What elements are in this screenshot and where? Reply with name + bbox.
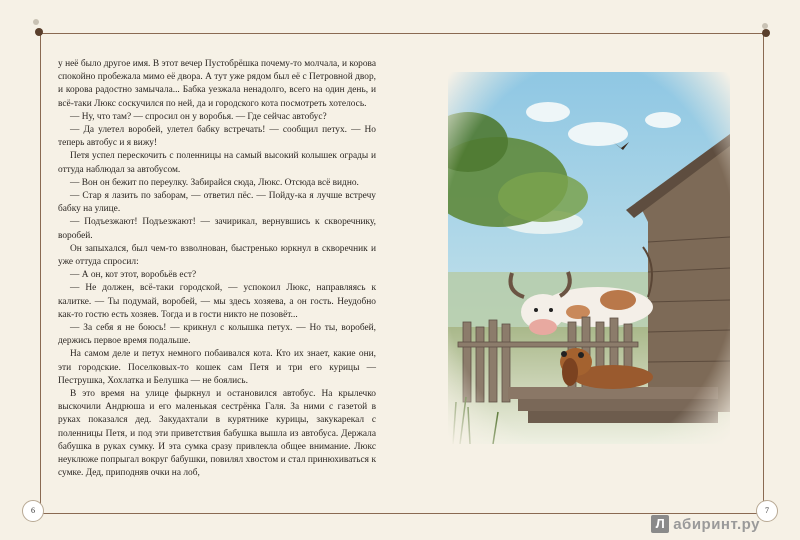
corner-dot-top-left-light: [33, 19, 39, 25]
paragraph: — Подъезжают! Подъезжают! — зачирикал, вернувшись к скворечнику, воробей.: [58, 217, 376, 241]
paragraph: — Стар я лазить по заборам, — ответил пёс. — Пойду-ка я лучше встречу бабку на улице.: [58, 191, 376, 215]
corner-dot-top-left: [35, 28, 43, 36]
farm-illustration-icon: [448, 72, 730, 444]
corner-dot-top-right: [762, 29, 770, 37]
paragraph: — Вон он бежит по переулку. Забирайся сюда, Люкс. Отсюда всё видно.: [70, 177, 359, 188]
paragraph: — А он, кот этот, воробьёв ест?: [70, 270, 197, 281]
paragraph: На самом деле и петух немного побаивался кота. Кто их знает, какие они, эти городские. Поселковых-то кошек сам Петя и три его курицы — Пеструшка, Хохлатка и Белушка — не боялись.: [58, 349, 376, 386]
frame-left-line: [40, 33, 41, 514]
paragraph: Он запыхался, был чем-то взволнован, быстренько юркнул в скворечник и уже оттуда спросил:: [58, 243, 376, 268]
frame-top-line: [40, 33, 764, 34]
paragraph: Петя успел перескочить с поленницы на самый высокий колышек ограды и оттуда наблюдал за автобусом.: [58, 151, 376, 175]
story-text: [58, 58, 376, 481]
page-number-left: 6: [22, 500, 44, 522]
watermark-text: абиринт.ру: [673, 515, 760, 533]
frame-right-line: [763, 33, 764, 514]
page-number-right: 7: [756, 500, 778, 522]
watermark: [651, 514, 760, 534]
paragraph: — Да улетел воробей, улетел бабку встречать! — сообщил петух. — Но теперь автобус и я вижу!: [58, 125, 376, 149]
paragraph: у неё было другое имя. В этот вечер Пустобрёшка почему-то молчала, и корова спокойно пробежала мимо её двора. А тут уже рядом был её с Петровной двор, и корова радостно замычала... Бабка уезжала ненадолго, всего на один день, и всё-таки Люкс соскучился по ней, да и городского кота посмотреть хотелось.: [58, 59, 376, 109]
paragraph: — Не должен, всё-таки городской, — успокоил Люкс, направляясь к калитке. — Ты подумай, воробей, — мы здесь хозяева, а он гость. Неудобно как-то гостю есть хозяев. Тогда и в гости никто не позовёт...: [58, 283, 376, 320]
watermark-logo: Л: [651, 515, 669, 533]
paragraph: В это время на улице фыркнул и остановился автобус. На крылечко выскочили Андрюша и его маленькая сестрёнка Галя. За ними с газетой в руках показался дед. Закудахтали в курятнике курицы, закукарекал с поленницы Петя, и под эти приветствия бабушка вышла из автобуса. Держала бабушка в руках сумку. И эта сумка сразу привлекла общее внимание. Люкс неуклюже попрыгал вокруг бабушки, повилял хвостом и стал принюхиваться к сумке. Дед, приподняв очки на лоб,: [58, 389, 376, 479]
paragraph: — За себя я не боюсь! — крикнул с колышка петух. — Но ты, воробей, держись первое время подальше.: [58, 323, 376, 347]
paragraph: — Ну, что там? — спросил он у воробья. — Где сейчас автобус?: [70, 111, 327, 122]
